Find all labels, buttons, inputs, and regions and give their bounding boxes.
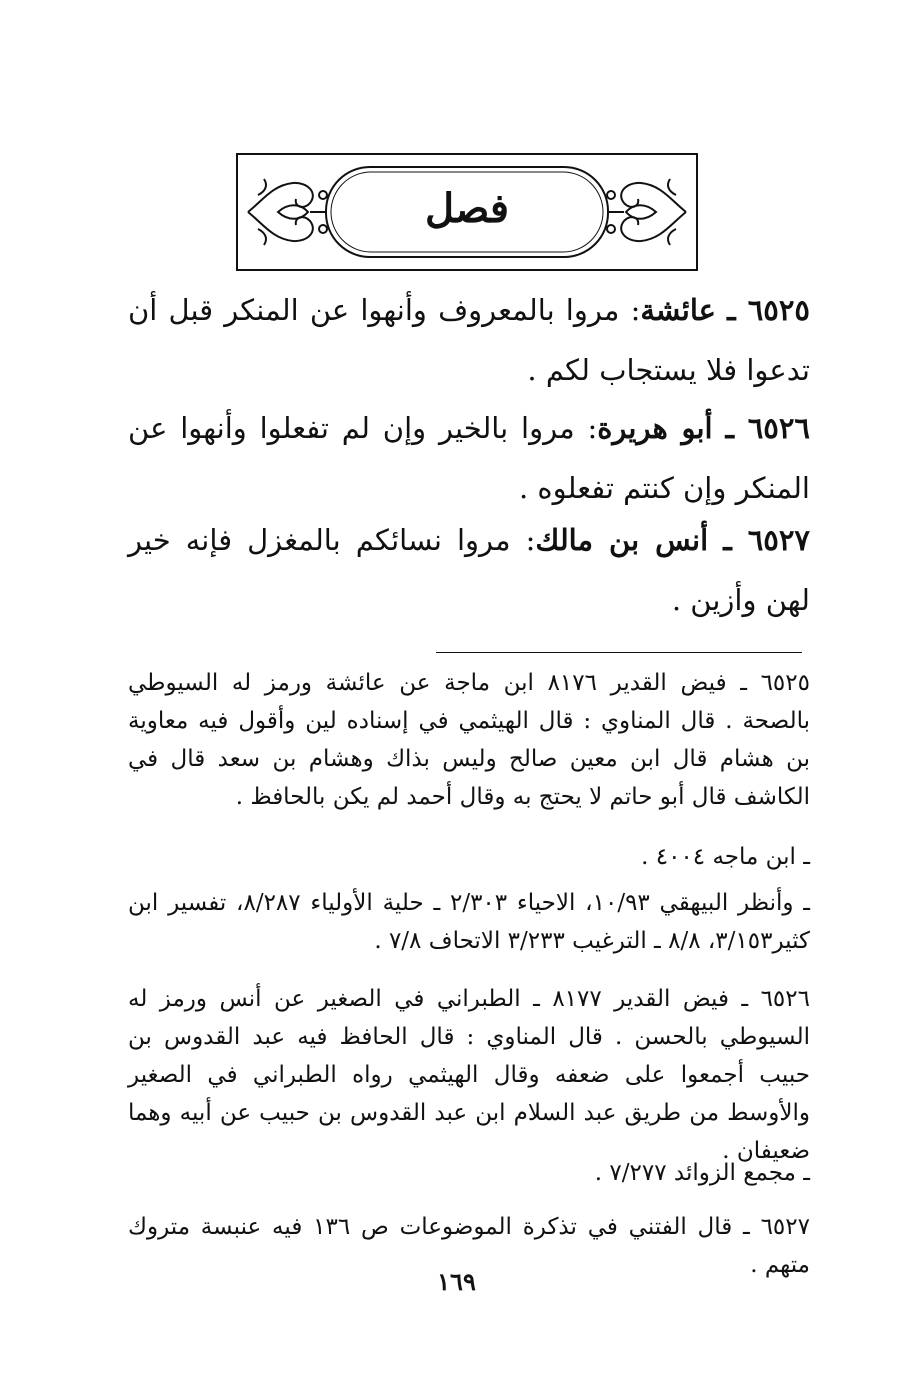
entry-text: : مروا بالخير وإن لم تفعلوا وأنهوا عن المنكر وإن كنتم تفعلوه .	[128, 411, 810, 505]
entry-number: ٦٥٢٧ ـ	[723, 523, 810, 557]
footnote-6527: ٦٥٢٧ ـ قال الفتني في تذكرة الموضوعات ص ١٣٦ فيه عنبسة متروك متهم .	[128, 1214, 810, 1278]
footnote-ibn-majah: ـ ابن ماجه ٤٠٠٤ .	[641, 844, 810, 870]
footnote-references: ـ وأنظر البيهقي ١٠/٩٣، الاحياء ٢/٣٠٣ ـ حلية الأولياء ٨/٢٨٧، تفسير ابن كثير٣/١٥٣، ٨/٨ ـ الترغيب ٣/٢٣٣ الاتحاف ٧/٨ .	[128, 890, 810, 954]
entry-text: : مروا بالمعروف وأنهوا عن المنكر قبل أن تدعوا فلا يستجاب لكم .	[128, 293, 810, 387]
entry-text: : مروا نسائكم بالمغزل فإنه خير لهن وأزين .	[128, 523, 810, 617]
hadith-entry-6526	[128, 398, 810, 518]
footnote-divider	[436, 652, 802, 653]
footnote-majma: ـ مجمع الزوائد ٧/٢٧٧ .	[594, 1160, 810, 1186]
footnote-6525: ٦٥٢٥ ـ فيض القدير ٨١٧٦ ابن ماجة عن عائشة ورمز له السيوطي بالصحة . قال المناوي : قال الهيثمي في إسناده لين وأقول فيه معاوية بن هشام قال ابن معين صالح وليس بذاك وهشام بن سعد قال في الكاشف قال أبو حاتم لا يحتج به وقال أحمد لم يكن بالحافظ .	[128, 670, 810, 810]
hadith-entry-6527	[128, 510, 810, 630]
section-header-frame	[236, 153, 698, 271]
footnote-6526: ٦٥٢٦ ـ فيض القدير ٨١٧٧ ـ الطبراني في الصغير عن أنس ورمز له السيوطي بالحسن . قال المناوي : قال الحافظ فيه عبد القدوس بن حبيب أجمعوا على ضعفه وقال الهيثمي رواه الطبراني في الصغير والأوسط من طريق عبد السلام ابن عبد القدوس بن حبيب عن أبيه وهما ضعيفان .	[128, 986, 810, 1164]
section-title: فصل	[424, 185, 510, 232]
entry-number: ٦٥٢٥ ـ	[727, 293, 811, 327]
entry-narrator: أنس بن مالك	[535, 523, 709, 557]
entry-narrator: عائشة	[640, 293, 716, 327]
entry-narrator: أبو هريرة	[597, 411, 713, 445]
entry-number: ٦٥٢٦ ـ	[725, 411, 810, 445]
hadith-entry-6525	[128, 280, 810, 400]
page-number: ١٦٩	[437, 1267, 476, 1296]
